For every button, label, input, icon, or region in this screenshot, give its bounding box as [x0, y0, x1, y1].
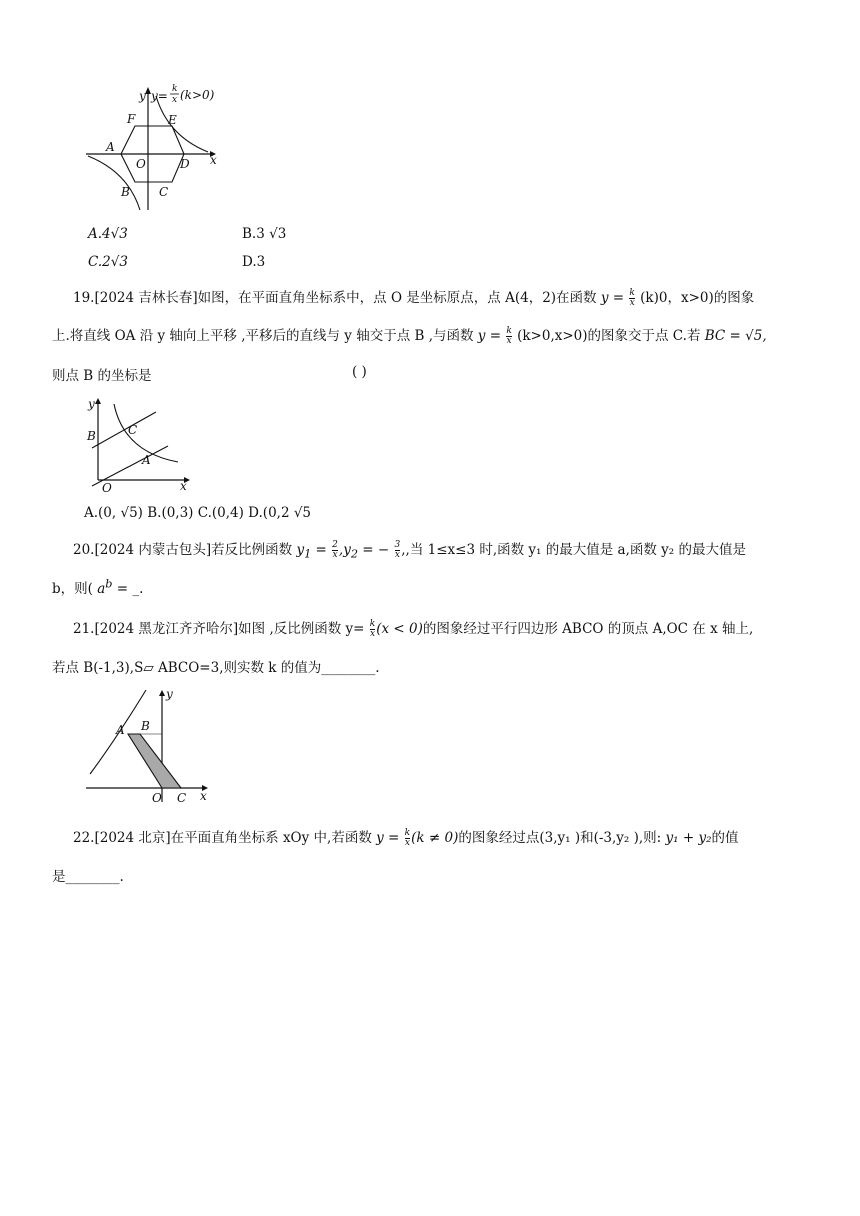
fig-curve-cond: (k>0) — [180, 88, 215, 102]
fig-label-e: E — [168, 113, 177, 127]
q19-line-1 — [73, 286, 754, 308]
frac-num: k — [369, 619, 376, 629]
fig-label-c: C — [159, 185, 169, 199]
expr-sup: b — [105, 577, 113, 591]
q18-option-d: D.3 — [242, 254, 266, 270]
frac-num: k — [506, 326, 512, 336]
q22-fraction — [405, 829, 410, 848]
eq2-sign: = − — [362, 542, 390, 558]
y2-sub: 2 — [350, 547, 358, 561]
parallelogram-abco — [128, 734, 181, 788]
frac-num: 2 — [332, 540, 338, 550]
q20-expr — [97, 577, 113, 597]
fig-label-x: x — [180, 479, 187, 493]
hyperbola-branch-3 — [88, 156, 140, 210]
frac-den: x — [506, 336, 512, 346]
q18-figure — [84, 82, 224, 214]
fig-label-a: A — [106, 140, 115, 154]
q22-cond: (k ≠ 0) — [411, 830, 459, 846]
q22-line1-text-c: 的值 — [711, 830, 739, 846]
fig-label-b: B — [121, 185, 130, 199]
q22-line-2: 是________. — [52, 869, 124, 885]
fig-label-c: C — [177, 791, 187, 805]
q20-line1-text-b: ,,当 1≤x≤3 时,函数 y₁ 的最大值是 a,函数 y₂ 的最大值是 — [401, 542, 746, 558]
q20-fraction-1 — [332, 541, 338, 560]
q19-line1-fraction — [629, 289, 634, 308]
q18-option-a: A.4√3 — [88, 226, 128, 242]
q21-figure — [84, 686, 214, 806]
fig-curve-x: x — [172, 95, 178, 105]
q20-line1-text-a: 20.[2024 内蒙古包头]若反比例函数 — [73, 542, 293, 558]
q18-option-b: B.3 √3 — [242, 226, 287, 242]
q19-line2-expr: BC = √5, — [704, 328, 767, 344]
fig-label-x: x — [200, 789, 207, 803]
fig-y-label: y — [139, 89, 146, 103]
q19-line-2 — [52, 324, 767, 346]
fig-label-b: B — [87, 429, 96, 443]
fig-label-c: C — [128, 423, 138, 437]
q20-fraction-2 — [395, 541, 401, 560]
fig-label-o: O — [102, 481, 112, 494]
frac-den: x — [629, 298, 635, 308]
q21-cond: (x < 0) — [376, 621, 423, 637]
y1-sub: 1 — [304, 547, 312, 561]
frac-den: x — [404, 838, 410, 848]
q20-line-1 — [73, 538, 746, 561]
q19-line1-text-b: (k)0，x>0)的图象 — [640, 290, 755, 306]
expr-base: a — [97, 581, 106, 597]
q20-line2-text-b: = _. — [112, 581, 144, 597]
frac-den: x — [369, 629, 376, 639]
q19-figure — [84, 394, 194, 494]
q22-line1-text-b: 的图象经过点(3,y₁ )和(-3,y₂ ),则: — [458, 830, 662, 846]
frac-num: k — [404, 828, 411, 838]
y-axis-arrow — [159, 690, 165, 696]
q22-line-1 — [73, 826, 739, 848]
q21-line1-text-a: 21.[2024 黑龙江齐齐哈尔]如图 ,反比例函数 y= — [73, 621, 365, 637]
fig-label-y: y — [166, 687, 173, 701]
q20-y2 — [338, 542, 390, 561]
frac-num: 3 — [394, 540, 401, 550]
q21-line1-text-b: 的图象经过平行四边形 ABCO 的顶点 A,OC 在 x 轴上, — [422, 621, 754, 637]
q22-expr: y₁ + y₂ — [665, 830, 712, 846]
q19-answer-bracket: ( ) — [352, 364, 367, 380]
q22-line1-text-a: 22.[2024 北京]在平面直角坐标系 xOy 中,若函数 — [73, 830, 372, 846]
q19-line2-text-b: (k>0,x>0)的图象交于点 C.若 — [517, 328, 701, 344]
y-axis-arrow — [95, 398, 101, 404]
fig-curve-eq: y= — [151, 89, 168, 103]
q22-eq: y = — [376, 830, 400, 846]
fig-label-o: O — [136, 157, 146, 171]
q19-line2-eq: y = — [477, 328, 502, 344]
q19-line2-fraction — [506, 327, 511, 346]
q19-line-3: 则点 B 的坐标是 — [52, 368, 152, 384]
fig-label-b: B — [141, 719, 150, 733]
fig-label-y: y — [88, 397, 95, 411]
fig-label-f: F — [127, 112, 136, 126]
q19-line1-eq: y = — [600, 290, 625, 306]
q20-line2-text-a: b，则( — [52, 581, 93, 597]
q19-line1-text-a: 19.[2024 吉林长春]如图，在平面直角坐标系中，点 O 是坐标原点，点 A(4，2)在函数 — [73, 290, 597, 306]
q21-line-1 — [73, 617, 753, 639]
q18-option-c: C.2√3 — [88, 254, 128, 270]
fig-label-a: A — [116, 723, 125, 737]
y1-symbol: y — [296, 542, 305, 558]
q20-y1: $y_1$ = — [296, 542, 327, 561]
q19-options: A.(0, √5) B.(0,3) C.(0,4) D.(0,2 √5 — [84, 505, 312, 521]
frac-den: x — [394, 550, 400, 560]
q21-line-2: 若点 B(-1,3),S▱ ABCO=3,则实数 k 的值为________. — [52, 660, 380, 676]
fig-label-x: x — [210, 153, 217, 167]
q20-line-2 — [52, 577, 143, 597]
y2-symbol: ,y — [338, 542, 351, 558]
fig-curve-k: k — [172, 84, 178, 94]
q21-fraction — [370, 620, 375, 639]
hyperbola-branch-1 — [156, 96, 208, 152]
fig-label-o: O — [152, 791, 162, 805]
q19-line2-text-a: 上.将直线 OA 沿 y 轴向上平移 ,平移后的直线与 y 轴交于点 B ,与函数 — [52, 328, 474, 344]
frac-num: k — [629, 288, 635, 298]
fig-label-d: D — [180, 157, 190, 171]
frac-den: x — [332, 550, 338, 560]
fig-label-a: A — [142, 453, 151, 467]
